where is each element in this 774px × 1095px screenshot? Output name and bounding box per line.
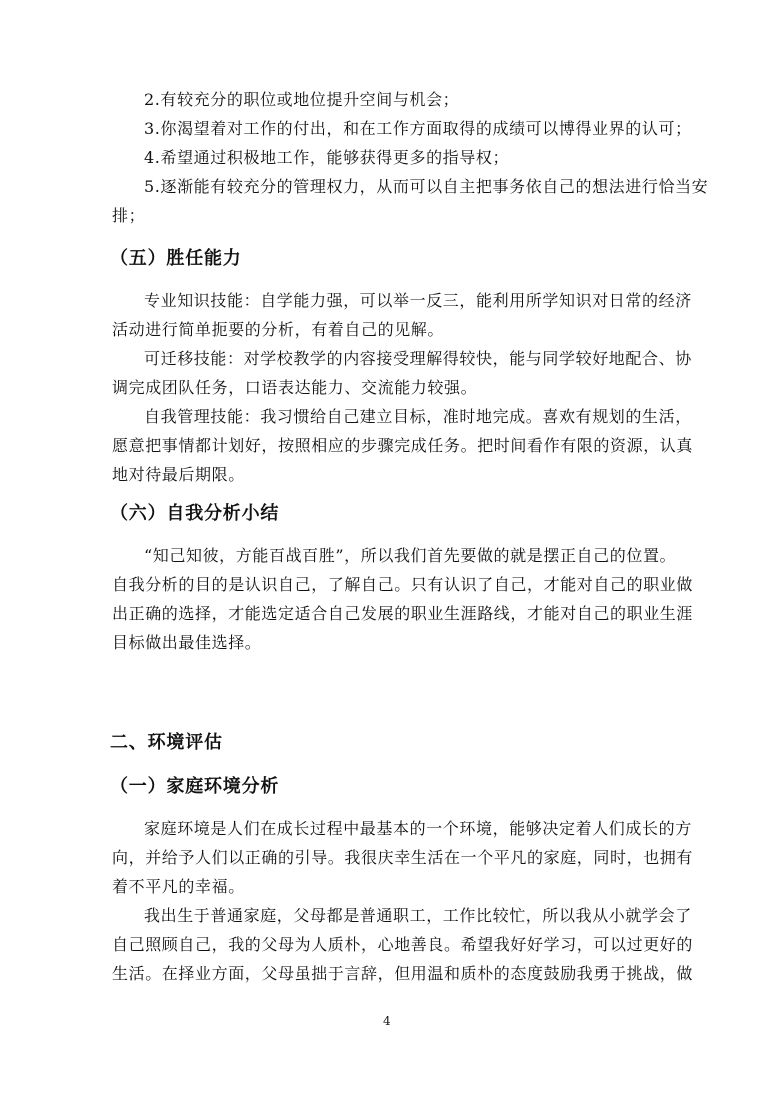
chapter-heading: 二、环境评估 — [110, 732, 223, 753]
list-item: 2.有较充分的职位或地位提升空间与机会； — [144, 90, 460, 109]
paragraph-line: 地对待最后期限。 — [112, 465, 245, 484]
paragraph-line: 自我分析的目的是认识自己，了解自己。只有认识了自己，才能对自己的职业做 — [112, 575, 694, 594]
section-heading: （五）胜任能力 — [110, 248, 242, 269]
paragraph-line: 活动进行简单扼要的分析，有着自己的见解。 — [112, 320, 445, 339]
paragraph-line: 家庭环境是人们在成长过程中最基本的一个环境，能够决定着人们成长的方 — [144, 819, 692, 838]
section-heading: （一）家庭环境分析 — [110, 776, 280, 797]
paragraph-line: 着不平凡的幸福。 — [112, 877, 245, 896]
paragraph-line: 专业知识技能：自学能力强，可以举一反三，能利用所学知识对日常的经济 — [144, 291, 692, 310]
paragraph-line: “知己知彼，方能百战百胜”，所以我们首先要做的就是摆正自己的位置。 — [144, 546, 677, 565]
paragraph-line: 调完成团队任务，口语表达能力、交流能力较强。 — [112, 378, 478, 397]
page-number: 4 — [383, 1014, 391, 1028]
paragraph-line: 生活。在择业方面，父母虽拙于言辞，但用温和质朴的态度鼓励我勇于挑战，做 — [112, 964, 694, 983]
paragraph-line: 我出生于普通家庭，父母都是普通职工，工作比较忙，所以我从小就学会了 — [144, 906, 692, 925]
paragraph-line: 自己照顾自己，我的父母为人质朴，心地善良。希望我好好学习，可以过更好的 — [112, 935, 694, 954]
paragraph-line: 目标做出最佳选择。 — [112, 633, 262, 652]
paragraph-line: 自我管理技能：我习惯给自己建立目标，准时地完成。喜欢有规划的生活， — [144, 407, 692, 426]
list-item: 排； — [112, 206, 146, 225]
section-heading: （六）自我分析小结 — [110, 503, 280, 524]
paragraph-line: 可迁移技能：对学校教学的内容接受理解得较快，能与同学较好地配合、协 — [144, 349, 692, 368]
list-item: 3.你渴望着对工作的付出，和在工作方面取得的成绩可以博得业界的认可； — [144, 119, 692, 138]
paragraph-line: 愿意把事情都计划好，按照相应的步骤完成任务。把时间看作有限的资源，认真 — [112, 436, 694, 455]
paragraph-line: 出正确的选择，才能选定适合自己发展的职业生涯路线，才能对自己的职业生涯 — [112, 604, 694, 623]
paragraph-line: 向，并给予人们以正确的引导。我很庆幸生活在一个平凡的家庭，同时，也拥有 — [112, 848, 694, 867]
list-item: 4.希望通过积极地工作，能够获得更多的指导权； — [144, 148, 510, 167]
list-item: 5.逐渐能有较充分的管理权力，从而可以自主把事务依自己的想法进行恰当安 — [144, 177, 709, 196]
